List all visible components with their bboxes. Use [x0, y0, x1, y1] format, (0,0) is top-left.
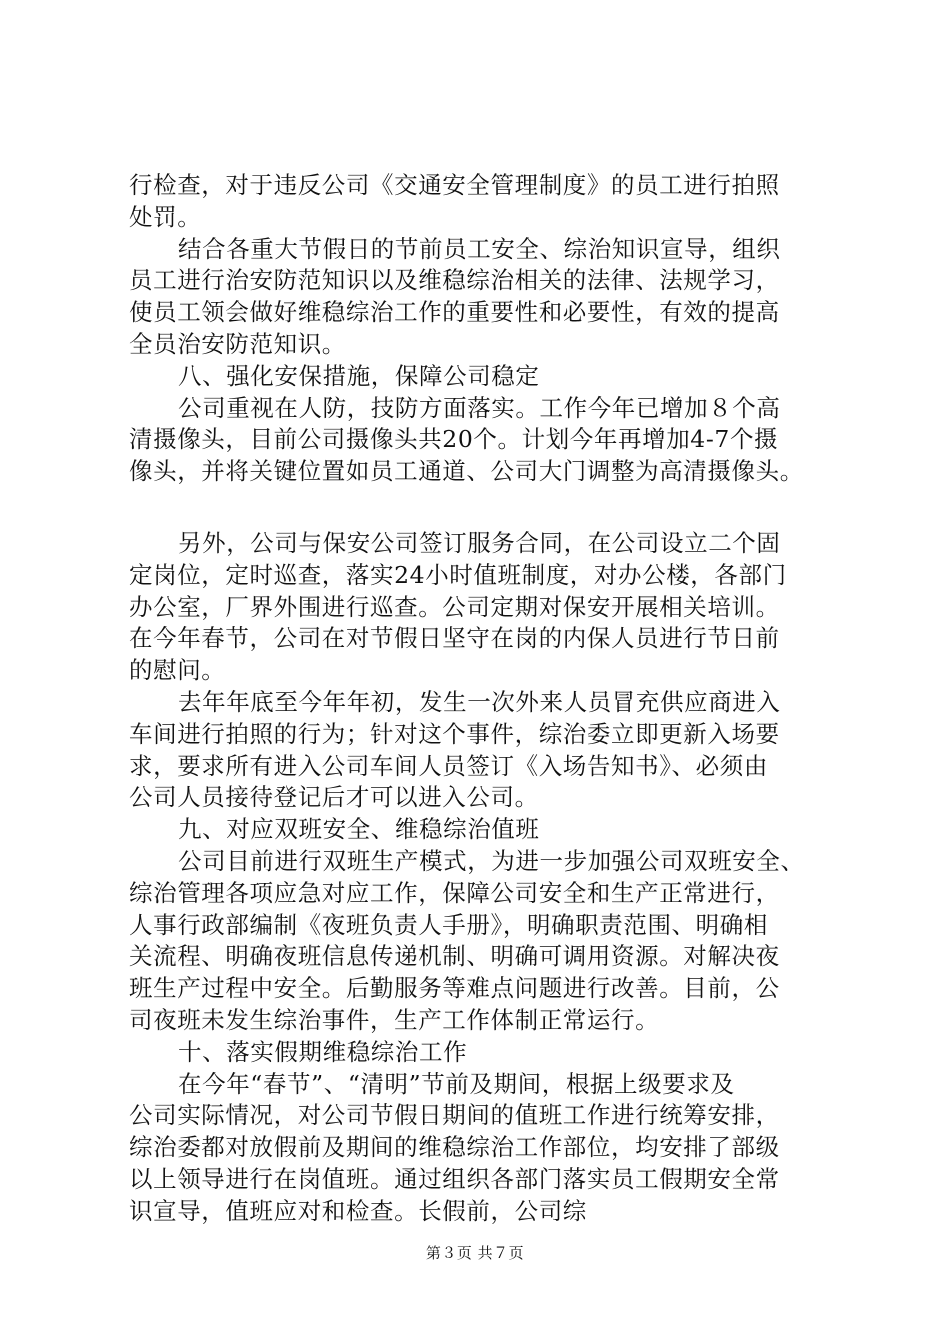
text-line: 人事行政部编制《夜班负责人手册》，明确职责范围、明确相 — [129, 910, 768, 939]
text-line: 的慰问。 — [129, 656, 226, 685]
text-line: 综治管理各项应急对应工作，保障公司安全和生产正常进行， — [129, 878, 780, 907]
text-line: 求，要求所有进入公司车间人员签订《入场告知书》、必须由 — [129, 751, 768, 780]
paragraph-start-line: 公司目前进行双班生产模式，为进一步加强公司双班安全、 — [178, 846, 805, 875]
text-line: 公司实际情况，对公司节假日期间的值班工作进行统筹安排， — [129, 1101, 780, 1130]
text-line: 以上领导进行在岗值班。通过组织各部门落实员工假期安全常 — [129, 1164, 780, 1193]
text-line: 全员治安防范知识。 — [129, 329, 346, 358]
text-line: 在今年春节，公司在对节假日坚守在岗的内保人员进行节日前 — [129, 624, 780, 653]
text-line: 处罚。 — [129, 202, 202, 231]
text-line: 行检查，对于违反公司《交通安全管理制度》的员工进行拍照 — [129, 171, 780, 199]
text-line: 公司人员接待登记后才可以进入公司。 — [129, 783, 539, 812]
text-line: 车间进行拍照的行为；针对这个事件，综治委立即更新入场要 — [129, 719, 780, 748]
text-line: 使员工领会做好维稳综治工作的重要性和必要性，有效的提高 — [129, 298, 780, 327]
text-line: 班生产过程中安全。后勤服务等难点问题进行改善。目前，公 — [129, 974, 780, 1003]
text-line: 清摄像头，目前公司摄像头共20个。计划今年再增加4-7个摄 — [129, 425, 779, 454]
text-line: 司夜班未发生综治事件，生产工作体制正常运行。 — [129, 1005, 660, 1034]
text-line: 员工进行治安防范知识以及维稳综治相关的法律、法规学习， — [129, 266, 780, 295]
page-number-footer: 第３页 共７页 — [425, 1244, 525, 1262]
text-line: 定岗位，定时巡查，落实24小时值班制度，对办公楼，各部门 — [129, 560, 787, 589]
paragraph-start-line: 在今年“春节”、“清明”节前及期间，根据上级要求及 — [178, 1069, 735, 1098]
section-heading-10: 十、落实假期维稳综治工作 — [178, 1037, 468, 1066]
text-line: 像头，并将关键位置如员工通道、公司大门调整为高清摄像头。 — [129, 457, 804, 486]
body-text — [129, 170, 834, 1228]
paragraph-start-line: 结合各重大节假日的节前员工安全、综治知识宣导，组织 — [178, 234, 781, 263]
section-heading-9: 九、对应双班安全、维稳综治值班 — [178, 815, 540, 844]
text-line: 办公室，厂界外围进行巡查。公司定期对保安开展相关培训。 — [129, 592, 780, 621]
paragraph-start-line: 公司重视在人防，技防方面落实。工作今年已增加８个高 — [178, 393, 781, 422]
text-line: 关流程、明确夜班信息传递机制、明确可调用资源。对解决夜 — [129, 942, 780, 971]
text-line: 识宣导，值班应对和检查。长假前，公司综 — [129, 1196, 587, 1225]
section-heading-8: 八、强化安保措施，保障公司稳定 — [178, 361, 540, 390]
blank-line — [129, 488, 834, 528]
text-line: 综治委都对放假前及期间的维稳综治工作部位，均安排了部级 — [129, 1133, 780, 1162]
paragraph-start-line: 去年年底至今年年初，发生一次外来人员冒充供应商进入 — [178, 687, 781, 716]
paragraph-start-line: 另外，公司与保安公司签订服务合同，在公司设立二个固 — [178, 528, 781, 557]
